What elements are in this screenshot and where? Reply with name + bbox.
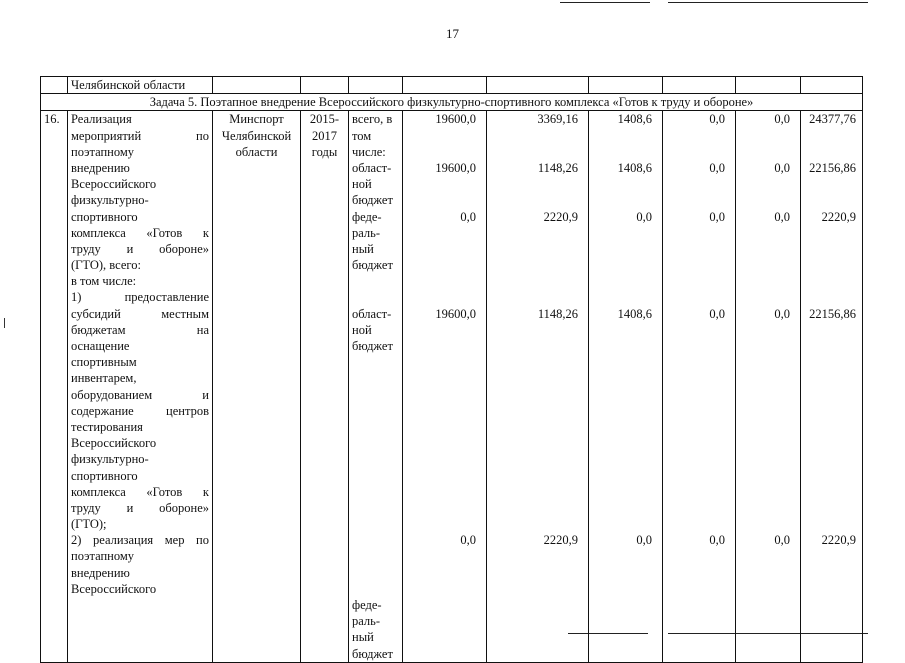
value-spacer bbox=[406, 225, 476, 241]
value-spacer bbox=[666, 338, 725, 354]
value-spacer bbox=[666, 419, 725, 435]
source-line: бюджет bbox=[352, 646, 393, 661]
value-spacer bbox=[490, 225, 578, 241]
value-spacer bbox=[490, 192, 578, 208]
value-spacer bbox=[804, 403, 856, 419]
source-line: ной bbox=[352, 177, 372, 192]
value-spacer bbox=[592, 451, 652, 467]
value-spacer bbox=[804, 241, 856, 257]
value-spacer bbox=[666, 192, 725, 208]
value-spacer bbox=[739, 500, 790, 516]
description-line: Реализация bbox=[71, 112, 132, 127]
value-spacer bbox=[666, 225, 725, 241]
cont-cell bbox=[589, 77, 663, 94]
source-line bbox=[352, 532, 399, 548]
value-spacer bbox=[406, 338, 476, 354]
value-spacer bbox=[490, 128, 578, 144]
value-cell: 2220,9 bbox=[821, 209, 856, 224]
value-spacer bbox=[592, 516, 652, 532]
description-line: физкультурно- bbox=[71, 452, 149, 467]
value-spacer bbox=[666, 403, 725, 419]
source-line bbox=[352, 516, 399, 532]
value-spacer bbox=[406, 144, 476, 160]
continuation-row bbox=[41, 77, 863, 94]
years-lines bbox=[304, 111, 345, 160]
description-line: Всероссийского bbox=[71, 436, 157, 451]
value-spacer bbox=[490, 273, 578, 289]
value-spacer bbox=[666, 387, 725, 403]
cont-cell bbox=[213, 77, 301, 94]
years-line: 2015- bbox=[309, 112, 340, 127]
value-cell: 2220,9 bbox=[821, 533, 856, 548]
item-funding-source bbox=[349, 111, 403, 662]
item-executor bbox=[213, 111, 301, 662]
source-line bbox=[352, 354, 399, 370]
value-spacer bbox=[592, 257, 652, 273]
value-spacer bbox=[490, 289, 578, 305]
source-lines bbox=[352, 111, 399, 661]
value-spacer bbox=[666, 516, 725, 532]
value-cell: 1148,26 bbox=[537, 160, 578, 175]
value-spacer bbox=[804, 354, 856, 370]
value-spacer bbox=[490, 451, 578, 467]
value-spacer bbox=[592, 435, 652, 451]
value-spacer bbox=[739, 419, 790, 435]
value-spacer bbox=[592, 338, 652, 354]
value-cell: 0,0 bbox=[774, 160, 790, 175]
value-cell: 1408,6 bbox=[617, 112, 652, 127]
value-spacer bbox=[592, 241, 652, 257]
source-line bbox=[352, 289, 399, 305]
value-spacer bbox=[406, 257, 476, 273]
source-line: бюджет bbox=[352, 193, 393, 208]
description-line: содержание центров bbox=[71, 403, 209, 418]
source-line: феде- bbox=[352, 209, 382, 224]
source-line bbox=[352, 435, 399, 451]
description-line: оснащение bbox=[71, 339, 130, 354]
value-spacer bbox=[490, 419, 578, 435]
value-spacer bbox=[804, 322, 856, 338]
value-spacer bbox=[739, 484, 790, 500]
value-cell: 0,0 bbox=[709, 112, 725, 127]
source-line: бюджет bbox=[352, 339, 393, 354]
source-line bbox=[352, 387, 399, 403]
value-cell: 0,0 bbox=[709, 160, 725, 175]
value-spacer bbox=[490, 370, 578, 386]
source-line bbox=[352, 548, 399, 564]
value-cell: 0,0 bbox=[709, 209, 725, 224]
value-cell: 19600,0 bbox=[435, 112, 476, 127]
value-col-5 bbox=[736, 111, 801, 662]
value-spacer bbox=[666, 241, 725, 257]
value-spacer bbox=[490, 468, 578, 484]
description-line: внедрению bbox=[71, 160, 130, 175]
description-line: в том числе: bbox=[71, 274, 137, 289]
value-spacer bbox=[739, 451, 790, 467]
description-line: 2) реализация мер по bbox=[71, 533, 209, 548]
executor-line: Челябинской bbox=[221, 128, 292, 143]
value-spacer bbox=[592, 128, 652, 144]
description-line: (ГТО), всего: bbox=[71, 258, 141, 273]
source-line: област- bbox=[352, 306, 392, 321]
value-spacer bbox=[739, 322, 790, 338]
value-spacer bbox=[592, 322, 652, 338]
value-spacer bbox=[739, 241, 790, 257]
description-line: инвентарем, bbox=[71, 371, 137, 386]
source-line bbox=[352, 451, 399, 467]
source-line: всего, в bbox=[352, 112, 393, 127]
value-spacer bbox=[490, 387, 578, 403]
item-row bbox=[41, 111, 863, 662]
value-spacer bbox=[592, 144, 652, 160]
value-cell: 0,0 bbox=[774, 306, 790, 321]
value-spacer bbox=[406, 322, 476, 338]
description-line: бюджетам на bbox=[71, 322, 209, 337]
value-col-3 bbox=[589, 111, 663, 662]
value-cell: 24377,76 bbox=[809, 112, 856, 127]
value-spacer bbox=[666, 144, 725, 160]
value-spacer bbox=[490, 338, 578, 354]
value-spacer bbox=[592, 354, 652, 370]
value-spacer bbox=[804, 289, 856, 305]
cont-cell bbox=[403, 77, 487, 94]
description-line: труду и обороне» bbox=[71, 241, 209, 256]
value-spacer bbox=[804, 144, 856, 160]
value-col-4-lines bbox=[666, 111, 725, 548]
source-line bbox=[352, 581, 399, 597]
value-spacer bbox=[739, 403, 790, 419]
scan-artifact-top-right-2 bbox=[668, 2, 868, 3]
value-spacer bbox=[666, 322, 725, 338]
value-spacer bbox=[592, 468, 652, 484]
value-spacer bbox=[804, 419, 856, 435]
value-spacer bbox=[666, 468, 725, 484]
value-spacer bbox=[406, 468, 476, 484]
source-line bbox=[352, 273, 399, 289]
value-cell: 0,0 bbox=[460, 533, 476, 548]
description-line: (ГТО); bbox=[71, 517, 107, 532]
value-spacer bbox=[666, 176, 725, 192]
value-spacer bbox=[804, 516, 856, 532]
source-line bbox=[352, 468, 399, 484]
value-spacer bbox=[592, 387, 652, 403]
value-spacer bbox=[592, 289, 652, 305]
value-spacer bbox=[490, 354, 578, 370]
source-line: раль- bbox=[352, 225, 381, 240]
source-line bbox=[352, 419, 399, 435]
value-cell: 0,0 bbox=[709, 306, 725, 321]
value-spacer bbox=[739, 289, 790, 305]
value-spacer bbox=[406, 370, 476, 386]
value-cell: 0,0 bbox=[774, 112, 790, 127]
value-spacer bbox=[406, 419, 476, 435]
value-spacer bbox=[804, 500, 856, 516]
value-spacer bbox=[739, 144, 790, 160]
value-spacer bbox=[490, 144, 578, 160]
value-col-total bbox=[801, 111, 863, 662]
value-spacer bbox=[406, 435, 476, 451]
cont-cell bbox=[301, 77, 349, 94]
budget-table bbox=[40, 76, 863, 663]
value-spacer bbox=[666, 257, 725, 273]
value-spacer bbox=[739, 387, 790, 403]
value-spacer bbox=[739, 468, 790, 484]
value-spacer bbox=[804, 128, 856, 144]
value-spacer bbox=[804, 225, 856, 241]
value-cell: 22156,86 bbox=[809, 160, 856, 175]
source-line bbox=[352, 370, 399, 386]
description-line: субсидий местным bbox=[71, 306, 209, 321]
description-line: комплекса «Готов к bbox=[71, 225, 209, 240]
value-spacer bbox=[739, 354, 790, 370]
item-number: 16. bbox=[41, 111, 68, 662]
scan-artifact-top-right bbox=[560, 2, 650, 3]
description-line: мероприятий по bbox=[71, 128, 209, 143]
value-spacer bbox=[406, 289, 476, 305]
description-lines bbox=[71, 111, 209, 597]
value-spacer bbox=[592, 403, 652, 419]
source-line: област- bbox=[352, 160, 392, 175]
cont-cell bbox=[801, 77, 863, 94]
value-spacer bbox=[804, 435, 856, 451]
cont-cell bbox=[663, 77, 736, 94]
value-cell: 1408,6 bbox=[617, 160, 652, 175]
source-line: числе: bbox=[352, 144, 386, 159]
value-spacer bbox=[592, 225, 652, 241]
value-spacer bbox=[490, 322, 578, 338]
value-cell: 0,0 bbox=[636, 533, 652, 548]
value-spacer bbox=[592, 370, 652, 386]
cont-cell bbox=[487, 77, 589, 94]
value-spacer bbox=[406, 403, 476, 419]
value-spacer bbox=[804, 338, 856, 354]
value-spacer bbox=[406, 484, 476, 500]
value-spacer bbox=[666, 500, 725, 516]
value-spacer bbox=[804, 176, 856, 192]
source-line: ный bbox=[352, 241, 374, 256]
value-spacer bbox=[666, 289, 725, 305]
description-line: комплекса «Готов к bbox=[71, 484, 209, 499]
description-line: физкультурно- bbox=[71, 193, 149, 208]
description-line: спортивного bbox=[71, 209, 138, 224]
value-cell: 0,0 bbox=[774, 209, 790, 224]
source-line bbox=[352, 565, 399, 581]
value-spacer bbox=[804, 451, 856, 467]
value-col-4 bbox=[663, 111, 736, 662]
value-spacer bbox=[592, 273, 652, 289]
description-line: спортивным bbox=[71, 355, 137, 370]
value-spacer bbox=[804, 468, 856, 484]
description-line: труду и обороне» bbox=[71, 500, 209, 515]
value-spacer bbox=[592, 192, 652, 208]
value-cell: 0,0 bbox=[636, 209, 652, 224]
value-spacer bbox=[406, 500, 476, 516]
source-line: раль- bbox=[352, 614, 381, 629]
value-spacer bbox=[490, 403, 578, 419]
value-cell: 0,0 bbox=[460, 209, 476, 224]
value-cell: 1408,6 bbox=[617, 306, 652, 321]
task-heading-row bbox=[41, 94, 863, 111]
value-spacer bbox=[739, 257, 790, 273]
description-line: внедрению bbox=[71, 565, 130, 580]
value-spacer bbox=[666, 451, 725, 467]
years-line: 2017 bbox=[312, 128, 337, 143]
value-spacer bbox=[592, 176, 652, 192]
source-line: феде- bbox=[352, 598, 382, 613]
source-line bbox=[352, 500, 399, 516]
value-spacer bbox=[804, 370, 856, 386]
value-spacer bbox=[490, 257, 578, 273]
description-line: тестирования bbox=[71, 419, 143, 434]
value-spacer bbox=[406, 354, 476, 370]
value-spacer bbox=[666, 354, 725, 370]
source-line: ный bbox=[352, 630, 374, 645]
value-spacer bbox=[406, 516, 476, 532]
value-spacer bbox=[739, 338, 790, 354]
value-spacer bbox=[490, 241, 578, 257]
source-line: том bbox=[352, 128, 372, 143]
cont-cell bbox=[736, 77, 801, 94]
executor-line: Минспорт bbox=[229, 112, 284, 127]
value-spacer bbox=[406, 387, 476, 403]
value-spacer bbox=[592, 419, 652, 435]
value-spacer bbox=[739, 192, 790, 208]
value-spacer bbox=[406, 192, 476, 208]
value-cell: 22156,86 bbox=[809, 306, 856, 321]
executor-lines bbox=[216, 111, 297, 160]
value-cell: 0,0 bbox=[709, 533, 725, 548]
value-spacer bbox=[406, 451, 476, 467]
value-spacer bbox=[804, 484, 856, 500]
description-line: поэтапному bbox=[71, 144, 135, 159]
value-spacer bbox=[804, 192, 856, 208]
value-spacer bbox=[739, 370, 790, 386]
value-col-2 bbox=[487, 111, 589, 662]
item-years bbox=[301, 111, 349, 662]
value-spacer bbox=[666, 273, 725, 289]
value-spacer bbox=[490, 176, 578, 192]
value-spacer bbox=[739, 516, 790, 532]
value-spacer bbox=[406, 273, 476, 289]
page-number: 17 bbox=[446, 26, 459, 41]
value-spacer bbox=[406, 176, 476, 192]
description-line: поэтапному bbox=[71, 549, 135, 564]
cont-num-cell bbox=[41, 77, 68, 94]
value-spacer bbox=[490, 435, 578, 451]
value-spacer bbox=[666, 370, 725, 386]
value-spacer bbox=[406, 128, 476, 144]
value-cell: 19600,0 bbox=[435, 306, 476, 321]
value-spacer bbox=[804, 387, 856, 403]
value-spacer bbox=[739, 435, 790, 451]
value-spacer bbox=[739, 273, 790, 289]
value-spacer bbox=[490, 484, 578, 500]
description-line: спортивного bbox=[71, 468, 138, 483]
value-col-5-lines bbox=[739, 111, 790, 548]
source-line: ной bbox=[352, 322, 372, 337]
executor-line: области bbox=[235, 144, 278, 159]
value-cell: 2220,9 bbox=[543, 209, 578, 224]
value-cell: 2220,9 bbox=[543, 533, 578, 548]
scan-artifact-left-edge bbox=[4, 318, 5, 328]
value-spacer bbox=[666, 128, 725, 144]
cont-cell bbox=[349, 77, 403, 94]
value-spacer bbox=[804, 273, 856, 289]
value-cell: 1148,26 bbox=[537, 306, 578, 321]
task-heading: Задача 5. Поэтапное внедрение Всероссийского физкультурно-спортивного комплекса «Готов к труду и обороне» bbox=[41, 94, 863, 111]
description-line: Всероссийского bbox=[71, 581, 157, 596]
value-cell: 19600,0 bbox=[435, 160, 476, 175]
value-cell: 3369,16 bbox=[537, 112, 578, 127]
years-line: годы bbox=[311, 144, 338, 159]
value-spacer bbox=[666, 435, 725, 451]
source-line: бюджет bbox=[352, 258, 393, 273]
description-line: 1) предоставление bbox=[71, 290, 209, 305]
value-spacer bbox=[666, 484, 725, 500]
source-line bbox=[352, 484, 399, 500]
value-spacer bbox=[490, 500, 578, 516]
value-spacer bbox=[804, 257, 856, 273]
value-col-3-lines bbox=[592, 111, 652, 548]
item-description bbox=[68, 111, 213, 662]
value-spacer bbox=[592, 500, 652, 516]
value-cell: 0,0 bbox=[774, 533, 790, 548]
value-col-1 bbox=[403, 111, 487, 662]
value-spacer bbox=[490, 516, 578, 532]
cont-description-cell: Челябинской области bbox=[68, 77, 213, 94]
value-spacer bbox=[739, 225, 790, 241]
description-line: оборудованием и bbox=[71, 387, 209, 402]
value-col-2-lines bbox=[490, 111, 578, 548]
source-line bbox=[352, 403, 399, 419]
value-spacer bbox=[406, 241, 476, 257]
value-col-total-lines bbox=[804, 111, 856, 548]
value-spacer bbox=[592, 484, 652, 500]
description-line: Всероссийского bbox=[71, 177, 157, 192]
value-spacer bbox=[739, 128, 790, 144]
value-spacer bbox=[739, 176, 790, 192]
value-col-1-lines bbox=[406, 111, 476, 548]
